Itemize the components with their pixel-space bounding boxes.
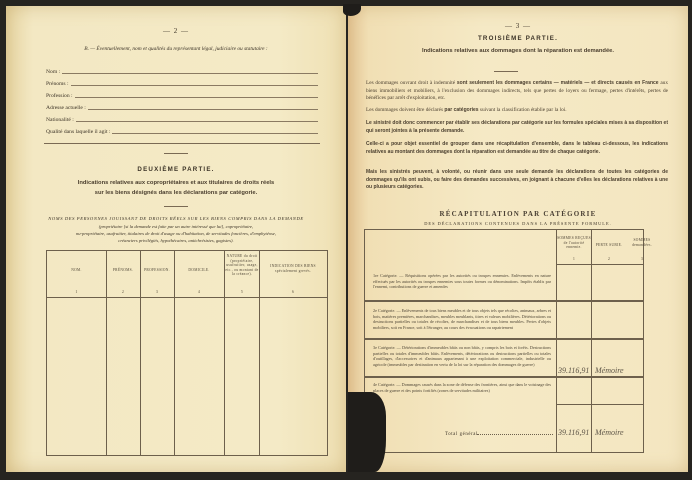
field-line <box>88 104 318 110</box>
paragraph-4 <box>366 141 668 156</box>
total-divider <box>556 404 643 405</box>
col-num: 5 <box>240 290 244 294</box>
col-divider <box>174 251 175 455</box>
col-header-sommes-recues: SOMMES REÇUES de l'autorité ennemie. <box>557 236 591 250</box>
section-divider <box>44 143 320 144</box>
total-leader-dots <box>477 434 553 435</box>
para-text: Les dommages ouvrant droit à indemnité <box>366 80 457 86</box>
col-num: 6 <box>291 290 295 294</box>
paper-tear-gutter <box>348 392 386 472</box>
left-page <box>6 6 346 472</box>
col-num: 4 <box>197 290 201 294</box>
col-num: 1 <box>572 257 576 261</box>
field-label: Prénoms : <box>46 81 69 87</box>
col-divider <box>259 251 260 455</box>
para-bold: par catégories <box>444 107 479 113</box>
field-adresse[interactable] <box>46 104 318 111</box>
col-divider <box>224 251 225 455</box>
header-divider <box>556 264 643 265</box>
col-divider <box>106 251 107 455</box>
col-divider <box>140 251 141 455</box>
category-4-text: 4e Catégorie. — Dommages causés dans la zone de défense des frontières, ainsi que dans le voisinage des places de guerre et des points fortifiés (zones de servitudes militaires) <box>373 382 551 393</box>
field-label: Profession : <box>46 93 73 99</box>
part-two-note-4: créanciers privilégiés, hypothécaires, antichrésistes, gagistes). <box>118 238 234 243</box>
category-3-text: 3e Catégorie. — Détériorations d'immeubles bâtis ou non bâtis, y compris les bois et forêts. Destructions partielles ou totales d'immeubles bâtis. Enlèvements, détériorations ou destructions partielles ou totales d'outillages, d'accessoires et d'animaux appartenant à une exploitation commerciale, industrielle ou agricole (immeubles par destination en vertu de la loi sur la réparation des dommages de guerre) <box>373 345 551 367</box>
para-bold: sont seulement les dommages certains — matériels — et directs causés en France <box>456 80 659 86</box>
paragraph-2 <box>366 107 668 115</box>
field-label: Nom : <box>46 69 61 75</box>
part-two-subtitle-1: Indications relatives aux copropriétaires et aux titulaires de droits réels <box>77 180 275 186</box>
row-divider <box>365 338 643 340</box>
field-label: Adresse actuelle : <box>46 105 86 111</box>
paragraph-1 <box>366 80 668 103</box>
category-3-demandees-value[interactable]: Mémoire <box>595 366 624 375</box>
field-label: Qualité dans laquelle il agit : <box>46 129 111 135</box>
col-num: 2 <box>121 290 125 294</box>
field-nom[interactable] <box>46 68 318 75</box>
recap-title: RÉCAPITULATION PAR CATÉGORIE <box>439 210 597 218</box>
field-line <box>76 116 318 122</box>
col-num: 3 <box>640 257 644 261</box>
field-line <box>75 92 318 98</box>
section-b-heading: B. — Éventuellement, nom et qualités du représentant légal, judiciaire ou statutaire : <box>84 46 268 52</box>
para-bold: Le sinistré doit donc commencer par établir ses déclarations par catégorie sur les formules spéciales mises à sa disposition et qui seront jointes à la présente demande. <box>366 120 668 134</box>
para-bold: Mais les sinistrés peuvent, à volonté, ou réunir dans une seule demande les déclarations de toutes les catégories de dommages qu'ils ont subis, ou faire des demandes successives, en joignant à chacune d'elles les déclarations relatives à une ou plusieurs catégories. <box>366 169 668 191</box>
field-line <box>112 128 318 134</box>
total-perte-value[interactable]: 39.116,91 <box>558 428 590 437</box>
field-prenoms[interactable] <box>46 80 318 87</box>
category-3-perte-value[interactable]: 39.116,91 <box>558 366 590 375</box>
co-owners-table <box>46 250 328 456</box>
para-text: Les dommages doivent être déclarés <box>366 107 445 113</box>
field-line <box>62 68 318 74</box>
part-two-note-3: nu-propriétaire, usufruitier, titulaires de droit d'usage ou d'habitation, de servitudes foncières, d'emphytéose, <box>75 231 277 236</box>
part-two-note-1: NOMS DES PERSONNES JOUISSANT DE DROITS RÉELS SUR LES BIENS COMPRIS DANS LA DEMANDE <box>48 216 304 221</box>
right-page <box>348 6 688 472</box>
part-two-note-2: (propriétaire [si la demande est faite par un autre intéressé que lui], copropriétaire, <box>98 224 254 229</box>
total-demandees-value[interactable]: Mémoire <box>595 428 624 437</box>
row-divider <box>365 376 643 378</box>
short-divider <box>164 153 188 154</box>
field-qualite[interactable] <box>46 128 318 135</box>
para-text: aux biens immobiliers et mobiliers, à l'exclusion des dommages indirects, tels que pertes de loyers ou fermage, pertes d'intérêts, pertes de bénéfices par arrêt d'exploitation, etc. <box>366 80 668 102</box>
category-2-text: 2e Catégorie. — Enlèvements de tous biens meubles et de tous objets tels que récoltes, animaux, arbres et bois, matières premières, marchandises, meubles meublants, titres et valeurs mobilières. Détériorations ou destructions partielles ou totales de récoltes, de marchandises et de tous biens meubles. Pertes d'objets mobiliers, soit en France, soit à l'étranger, au cours des évacuations ou rapatriement <box>373 308 551 330</box>
recap-table <box>364 229 652 453</box>
paragraph-5 <box>366 169 668 192</box>
field-profession[interactable] <box>46 92 318 99</box>
col-header-perte-subie: PERTE SUBIE. <box>595 243 623 247</box>
col-header-prenoms: PRÉNOMS. <box>112 268 134 272</box>
col-header-profession: PROFESSION. <box>144 268 170 272</box>
recap-subtitle: DES DÉCLARATIONS CONTENUES DANS LA PRÉSENTE FORMULE. <box>424 221 612 226</box>
short-divider <box>494 71 518 72</box>
short-divider <box>164 206 188 207</box>
category-1-text: 1re Catégorie. — Réquisitions opérées par les autorités ou troupes ennemies. Enlèvements en nature effectués par les autorités ou troupes ennemies sous toutes formes ou dénominations. Impôts établis par l'ennemi, contributions de guerre et amendes <box>373 273 551 290</box>
col-num: 2 <box>607 257 611 261</box>
col-header-nature: NATURE du droit (propriétaire, usufruitier, usage, etc., ou montant de la créance). <box>225 254 259 277</box>
field-line <box>71 80 318 86</box>
field-label: Nationalité : <box>46 117 74 123</box>
page-number: — 2 — <box>163 27 189 35</box>
row-divider <box>365 300 643 302</box>
part-two-title: DEUXIÈME PARTIE. <box>137 166 215 173</box>
col-num: 1 <box>75 290 78 294</box>
part-two-subtitle-2: sur les biens désignés dans les déclarations par catégorie. <box>94 190 258 196</box>
part-three-title: TROISIÈME PARTIE. <box>477 35 559 42</box>
col-num: 3 <box>155 290 159 294</box>
page-number: — 3 — <box>505 22 531 30</box>
para-text: suivant la classification établie par la loi. <box>478 107 567 113</box>
col-header-sommes-demandees: SOMMES demandées. <box>632 238 652 247</box>
col-header-nom: NOM. <box>71 268 82 272</box>
field-nationalite[interactable] <box>46 116 318 123</box>
header-divider <box>47 297 327 298</box>
paragraph-3 <box>366 120 668 135</box>
para-bold: Celle-ci a pour objet essentiel de grouper dans une récapitulation d'ensemble, dans le tableau ci-dessous, les indications relatives au montant des dommages dont la réparation est demandée au titre de chaque catégorie. <box>366 141 668 155</box>
col-header-biens: INDICATION DES BIENS spécialement grevés. <box>270 264 316 273</box>
col-header-domicile: DOMICILE. <box>188 268 210 272</box>
total-label: Total général <box>445 432 478 437</box>
part-three-subtitle: Indications relatives aux dommages dont la réparation est demandée. <box>422 48 614 54</box>
